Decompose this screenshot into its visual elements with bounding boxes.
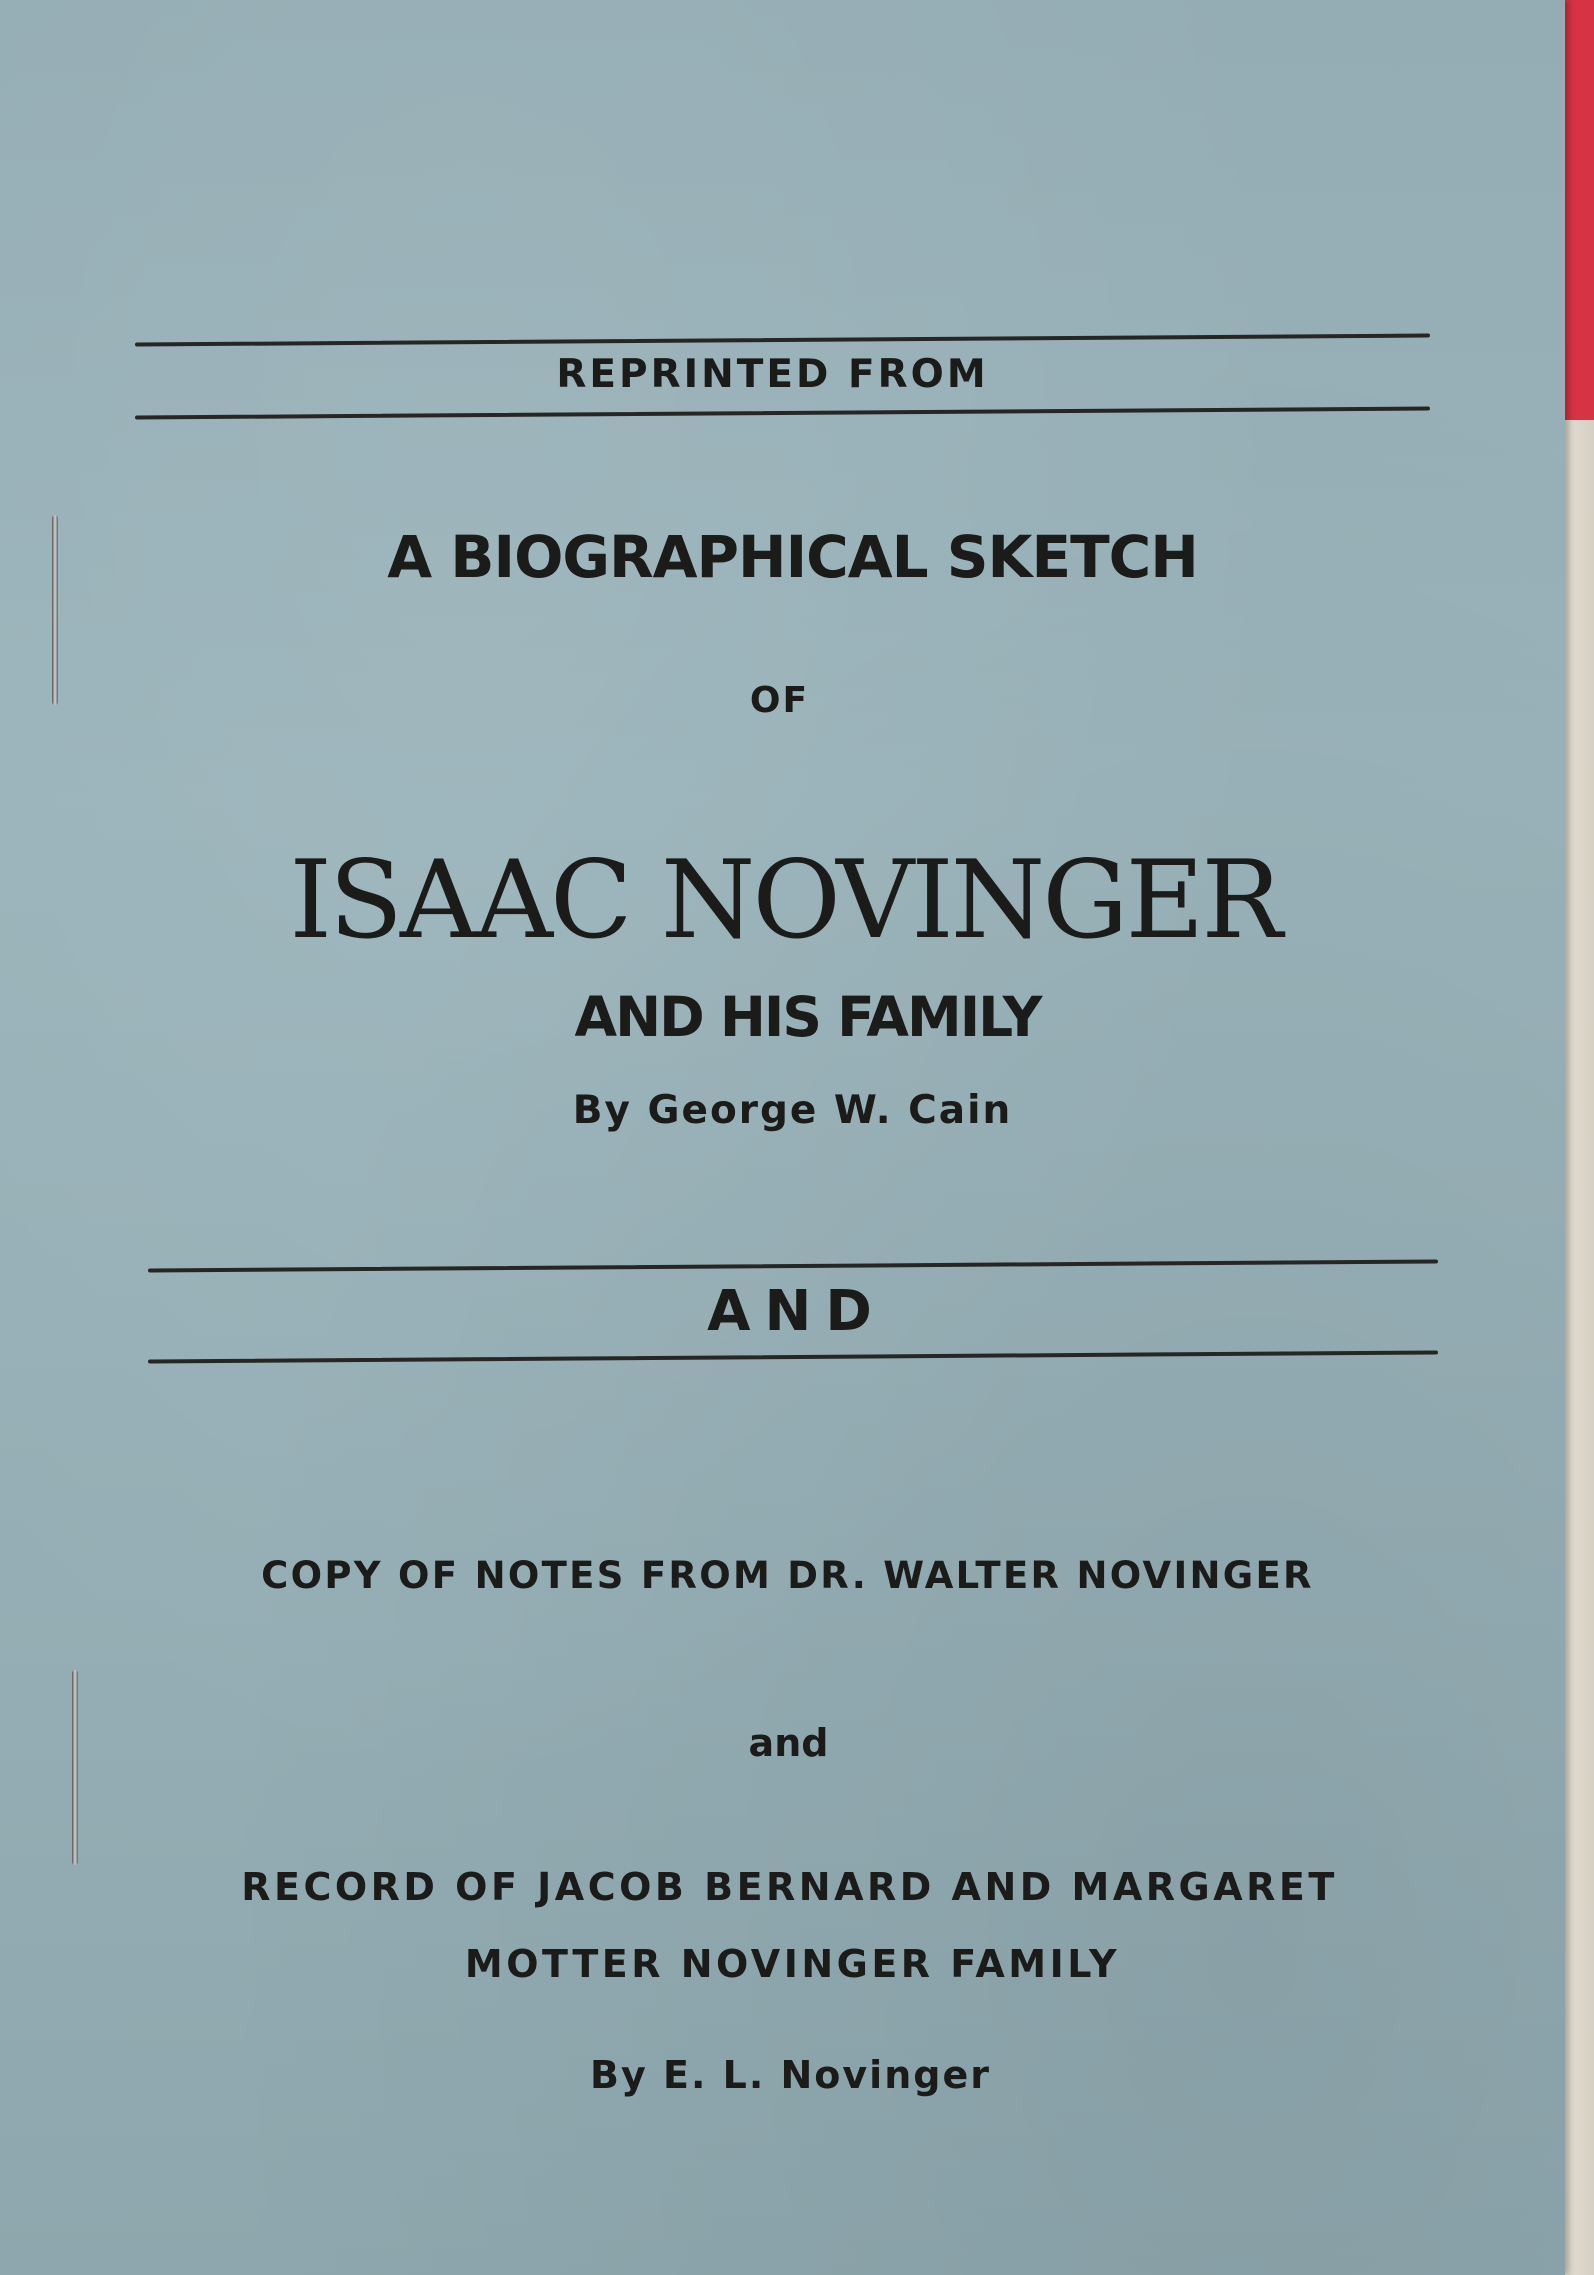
top-rule-upper <box>135 333 1430 346</box>
and-rule-upper <box>148 1259 1438 1272</box>
sketch-title: A BIOGRAPHICAL SKETCH <box>387 523 1198 591</box>
reprinted-from-label: REPRINTED FROM <box>556 352 989 397</box>
background-red-surface <box>1560 0 1594 420</box>
family-subtitle: AND HIS FAMILY <box>574 985 1041 1049</box>
record-line-2: MOTTER NOVINGER FAMILY <box>464 1942 1121 1986</box>
of-label: OF <box>749 680 810 721</box>
subject-name: ISAAC NOVINGER <box>289 838 1280 963</box>
author-cain: By George W. Cain <box>572 1088 1013 1133</box>
notes-title: COPY OF NOTES FROM DR. WALTER NOVINGER <box>261 1554 1314 1597</box>
and-rule-lower <box>148 1350 1438 1363</box>
and-divider: AND <box>707 1279 886 1344</box>
lower-staple <box>72 1670 78 1865</box>
top-rule-lower <box>135 406 1430 419</box>
record-line-1: RECORD OF JACOB BERNARD AND MARGARET <box>241 1865 1338 1909</box>
author-novinger: By E. L. Novinger <box>590 2053 991 2097</box>
and-lower-label: and <box>748 1721 829 1765</box>
